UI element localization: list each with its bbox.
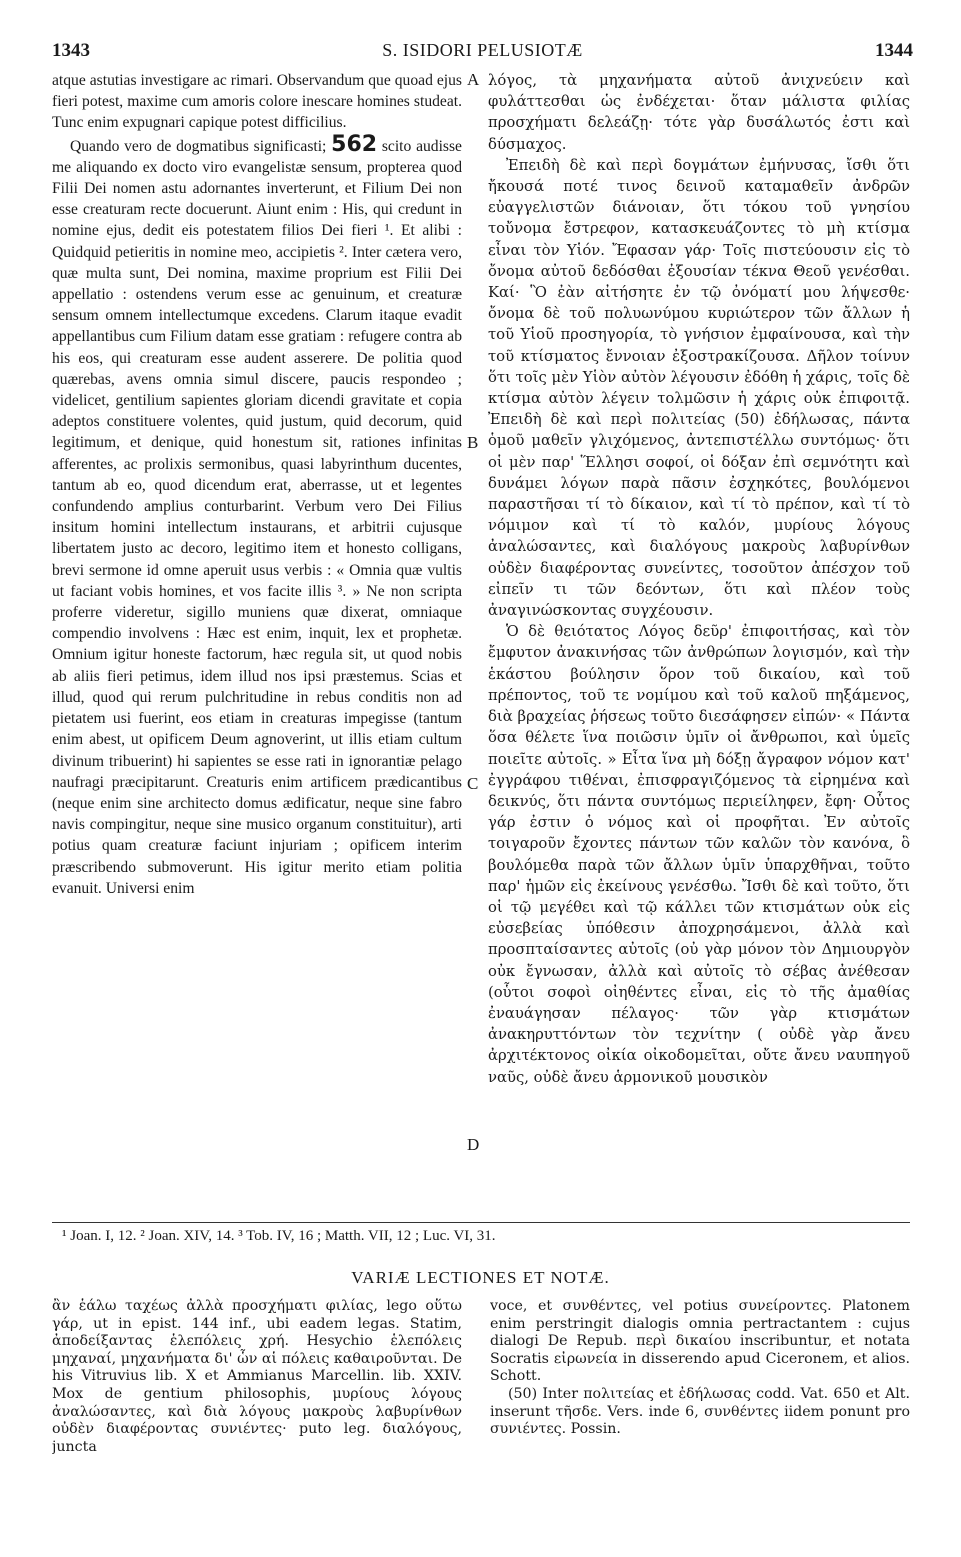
greek-column bbox=[488, 70, 910, 1205]
notes-title: VARIÆ LECTIONES ET NOTÆ. bbox=[351, 1268, 610, 1287]
latin-paragraph: atque astutias investigare ac rimari. Observandum que quoad ejus fieri potest, maxime cum amoris colore inescare homines studeat. Tunc enim expugnari capique potest difficilius. bbox=[52, 72, 462, 132]
section-marker-c: C bbox=[467, 774, 479, 793]
greek-paragraph: Ἐπειδὴ δὲ καὶ περὶ δογμάτων ἐμήνυσας, ἴσθι ὅτι ἤκουσά ποτέ τινος δεινοῦ καταμαθεῖν ἀνδρῶν εὐαγγελιστῶν διάνοιαν, ὅτι τόκου τοῦ γνησίου τοὔνομα ἔστρεφον, κατασκευάζοντες τὸ μὴ κτίσμα εἶναι τὸν Υἱόν. Ἔφασαν γάρ· Τοῖς πιστεύουσιν εἰς τὸ ὄνομα αὐτοῦ δεδόσθαι ἐξουσίαν τέκνα Θεοῦ γενέσθαι. Καί· Ὃ ἐὰν αἰτήσητε ἐν τῷ ὀνόματί μου λήψεσθε· ὄνομα δὲ τοῦ πολυωνύμου κυριώτερον τῶν ἄλλων ἡ τοῦ Υἱοῦ προσηγορία, τὸ γνήσιον ἐμφαίνουσα, καὶ τὴν τοῦ κτίσματος ἔννοιαν ἐξοστρακίζουσα. Δῆλον τοίνυν ὅτι τοῖς μὲν Υἱὸν αὐτὸν λέγουσιν ἐδόθη ἡ χάρις, τοῖς δὲ κτίσμα αὐτὸν λέγειν τολμῶσιν ἡ χάρις οὐκ ἐπιφοιτᾷ. Ἐπειδὴ δὲ καὶ περὶ πολιτείας (50) ἐδήλωσας, πάντα ὁμοῦ μαθεῖν γλιχόμενος, ἀντεπιστέλλω συντόμως· ὅτι οἱ μὲν παρ' Ἕλλησι σοφοί, οἱ δόξαν ἐπὶ σεμνότητι καὶ δυνάμει λόγων παρὰ πᾶσιν ἐσχηκότες, βουλόμενοι παραστῆσαι τί τὸ δίκαιον, καὶ τί τὸ πρέπον, καὶ τί τὸ νόμιμον καὶ τί τὸ καλόν, μυρίους λόγους ἀναλώσαντες, καὶ διαλόγους μακροὺς λαβυρίνθων οὐδὲν διαφέροντας συνείντες, τοσοῦτον ἀπέσχον τοῦ εἰπεῖν τι τῶν δεόντων, ὅτι καὶ πλέον τοὺς ἀναγινώσκοντας συγχέουσιν. bbox=[488, 156, 910, 620]
right-page-number: 1344 bbox=[875, 40, 913, 61]
section-marker-d: D bbox=[467, 1135, 480, 1154]
note-paragraph: voce, et συνθέντες, vel potius συνείροντες. Platonem enim perstringit dialogis omnia pertractantem : cujus dialogi De Repub. περὶ δικαίου inscribuntur, et notata Socratis εἰρωνεία in disserendo apud Ciceronem, et alios. Schott. bbox=[490, 1298, 910, 1385]
latin-column bbox=[52, 70, 462, 1205]
latin-paragraph-start: Quando vero de dogmatibus significasti; bbox=[70, 137, 327, 155]
section-marker-a: A bbox=[467, 70, 480, 89]
latin-paragraph bbox=[52, 131, 462, 899]
running-title: S. ISIDORI PELUSIOTÆ bbox=[382, 40, 583, 60]
section-marker-b: B bbox=[467, 433, 479, 452]
latin-paragraph-body: scito audisse me aliquando ex docto viro evangelistæ sensum, propterea quod Filii Dei nomen astu adornantes inverterunt, et Filium Dei non esse creaturam recte docuerunt. Aiunt enim : His, qui credunt in nomine ejus, dedit eis potestatem filios Dei fieri ¹. Et alibi : Quidquid petieritis in nomine meo, accipietis ². Inter cætera vero, quæ multa sunt, Dei nomina, maxime proprium est Filii Dei appellatio : ostendens verum esse ac genuinum, et creaturæ sensum omnem intellectumque excedens. Clarum itaque evadit appellantibus cum Filium datam esse gratiam : refugere contra ab his eos, qui creaturam esse audent asserere. De politia quod quærebas, avens omnia simul discere, paucis respondeo ; videlicet, gentilium sapientes gloriam dicendi gravitate et copia adeptos constituere volentes, quid justum, quid decorum, quid legitimum, et denique, quid honestum sit, rationes infinitas afferentes, ac prolixis sermonibus, quasi labyrinthum ducentes, tantum ab eo, quod dicendum erat, aberrasse, ut et legentes confundendo amplius conturbarint. Verbum vero Dei Filius insitum homini intellectum instaurans, et arbitrii cujusque libertatem justo ac decoro, legitimo item et honesto colligans, brevi sermone id omne aperuit usus verbis : « Omnia quæ vultis ut faciant vobis homines, et vos facite illis ³. » Ne non scripta proferre videretur, sigillo muniens quæ dixerat, omniaque compendio involvens : Hæc est enim, inquit, lex et prophetæ. Omnium igitur honeste factorum, hæc regula sit, ut quod nobis ab aliis fieri petimus, idem illud nos ipsi præstemus. Scias et illud, quod qui rerum pulchritudine in rebus conditis non ad pietatem usi fuerint, eos etiam in creaturas impegisse (tantum enim abest, ut opificem Deum agnoverint, ut illis etiam cultum divinum tribuerint) hi sapientes se esse rati in ignorantiæ pelago naufragi præcipitarunt. Creaturis enim artificem prædicantibus (neque enim sine architecto domus ædificatur, neque sine fabro navis compingitur, neque sine musico organum constituitur), arti potius quam creaturæ faciunt injuriam ; opificem interim præscribendo submoverunt. His igitur merito etiam politia evanuit. Universi enim bbox=[52, 137, 462, 897]
left-page-number: 1343 bbox=[52, 40, 90, 61]
greek-paragraph: Ὁ δὲ θειότατος Λόγος δεῦρ' ἐπιφοιτήσας, καὶ τὸν ἔμφυτον ἀνακινήσας τῶν ἀνθρώπων λογισμόν, καὶ τὴν ἑκάστου βούλησιν ὅρον τοῦ δικαίου, καὶ τοῦ πρέποντος, τοῦ τε νομίμου καὶ τοῦ καλοῦ πηξάμενος, διὰ βραχείας ῥήσεως τοῦτο διεσάφησεν εἰπών· « Πάντα ὅσα θέλετε ἵνα ποιῶσιν ὑμῖν οἱ ἄνθρωποι, καὶ ὑμεῖς ποιεῖτε αὐτοῖς. » Εἶτα ἵνα μὴ δόξῃ ἄγραφον νόμον κατ' ἐγγράφου τιθέναι, ἐπισφραγιζόμενος τὰ εἰρημένα καὶ δεικνύς, ὅτι πάντα συντόμως περιείληφεν, ἔφη· Οὗτος γάρ ἐστιν ὁ νόμος καὶ οἱ προφῆται. Ἐν αὐτοῖς τοιγαροῦν ἔχοντες πάντων τῶν καλῶν τὸν κανόνα, ὃ βουλόμεθα παρὰ τῶν ἄλλων ὑμῖν ὑπαρχθῆναι, τοῦτο παρ' ἡμῶν εἰς ἐκείνους γενέσθω. Ἴσθι δὲ καὶ τοῦτο, ὅτι οἱ τῷ μεγέθει καὶ τῷ κάλλει τῶν κτισμάτων οὐκ εἰς εὐσεβείας ὑπόθεσιν ἀποχρησάμενοι, ἀλλὰ καὶ προσπταίσαντες αὐτοῖς (οὐ γὰρ μόνον τὸν Δημιουργὸν οὐκ ἔγνωσαν, ἀλλὰ καὶ αὐτοῖς τὸ σέβας ἀνέθεσαν (οὗτοι σοφοὶ οἰηθέντες εἶναι, εἰς τὸ τῆς ἀμαθίας ἐναυάγησαν πέλαγος· τῶν γὰρ κτισμάτων ἀνακηρυττόντων τὸν τεχνίτην ( οὐδὲ γὰρ ἄνευ ἀρχιτέκτονος οἰκία οἰκοδομεῖται, οὔτε ἄνευ ναυπηγοῦ ναῦς, οὐδὲ ἄνευ ἁρμονικοῦ μουσικὸν bbox=[488, 623, 910, 1086]
notes-left-column bbox=[52, 1298, 462, 1498]
footnote-divider bbox=[52, 1222, 910, 1223]
greek-paragraph: λόγος, τὰ μηχανήματα αὐτοῦ ἀνιχνεύειν καὶ φυλάττεσθαι ὡς ἐνδέχεται· ὅταν μάλιστα φιλίας προσχήματι δελεάζῃ· τότε γὰρ δυσάλωτός ἐστι καὶ δύσμαχος. bbox=[488, 72, 910, 153]
column-number: 562 bbox=[331, 131, 378, 157]
page-header bbox=[52, 40, 913, 66]
scripture-footnotes: ¹ Joan. I, 12. ² Joan. XIV, 14. ³ Tob. IV, 16 ; Matth. VII, 12 ; Luc. VI, 31. bbox=[62, 1228, 496, 1244]
notes-right-column bbox=[490, 1298, 910, 1498]
note-paragraph: (50) Inter πολιτείας et ἐδήλωσας codd. Vat. 650 et Alt. inserunt τῆσδε. Vers. inde 6, συνθέντες iidem ponunt pro συνιέντες. Possin. bbox=[490, 1385, 910, 1438]
note-paragraph: ἂν ἑάλω ταχέως ἀλλὰ προσχήματι φιλίας, lego οὕτω γάρ, ut in epist. 144 inf., ubi eadem legas. Statim, ἀποδείξαντας ἑλεπόλεις χρή. Hesychio ἑλεπόλεις μηχαναί, μηχανήματα δι' ὧν αἱ πόλεις καθαιροῦνται. De his Vitruvius lib. X et Ammianus Marcellin. lib. XXIV. Mox de gentium philosophis, μυρίους λόγους ἀναλώσαντες, καὶ διὰ λόγους μακροὺς λαβυρίνθων οὐδὲν διαφέροντας συνιέντες· puto leg. διαλόγους, juncta bbox=[52, 1298, 462, 1455]
